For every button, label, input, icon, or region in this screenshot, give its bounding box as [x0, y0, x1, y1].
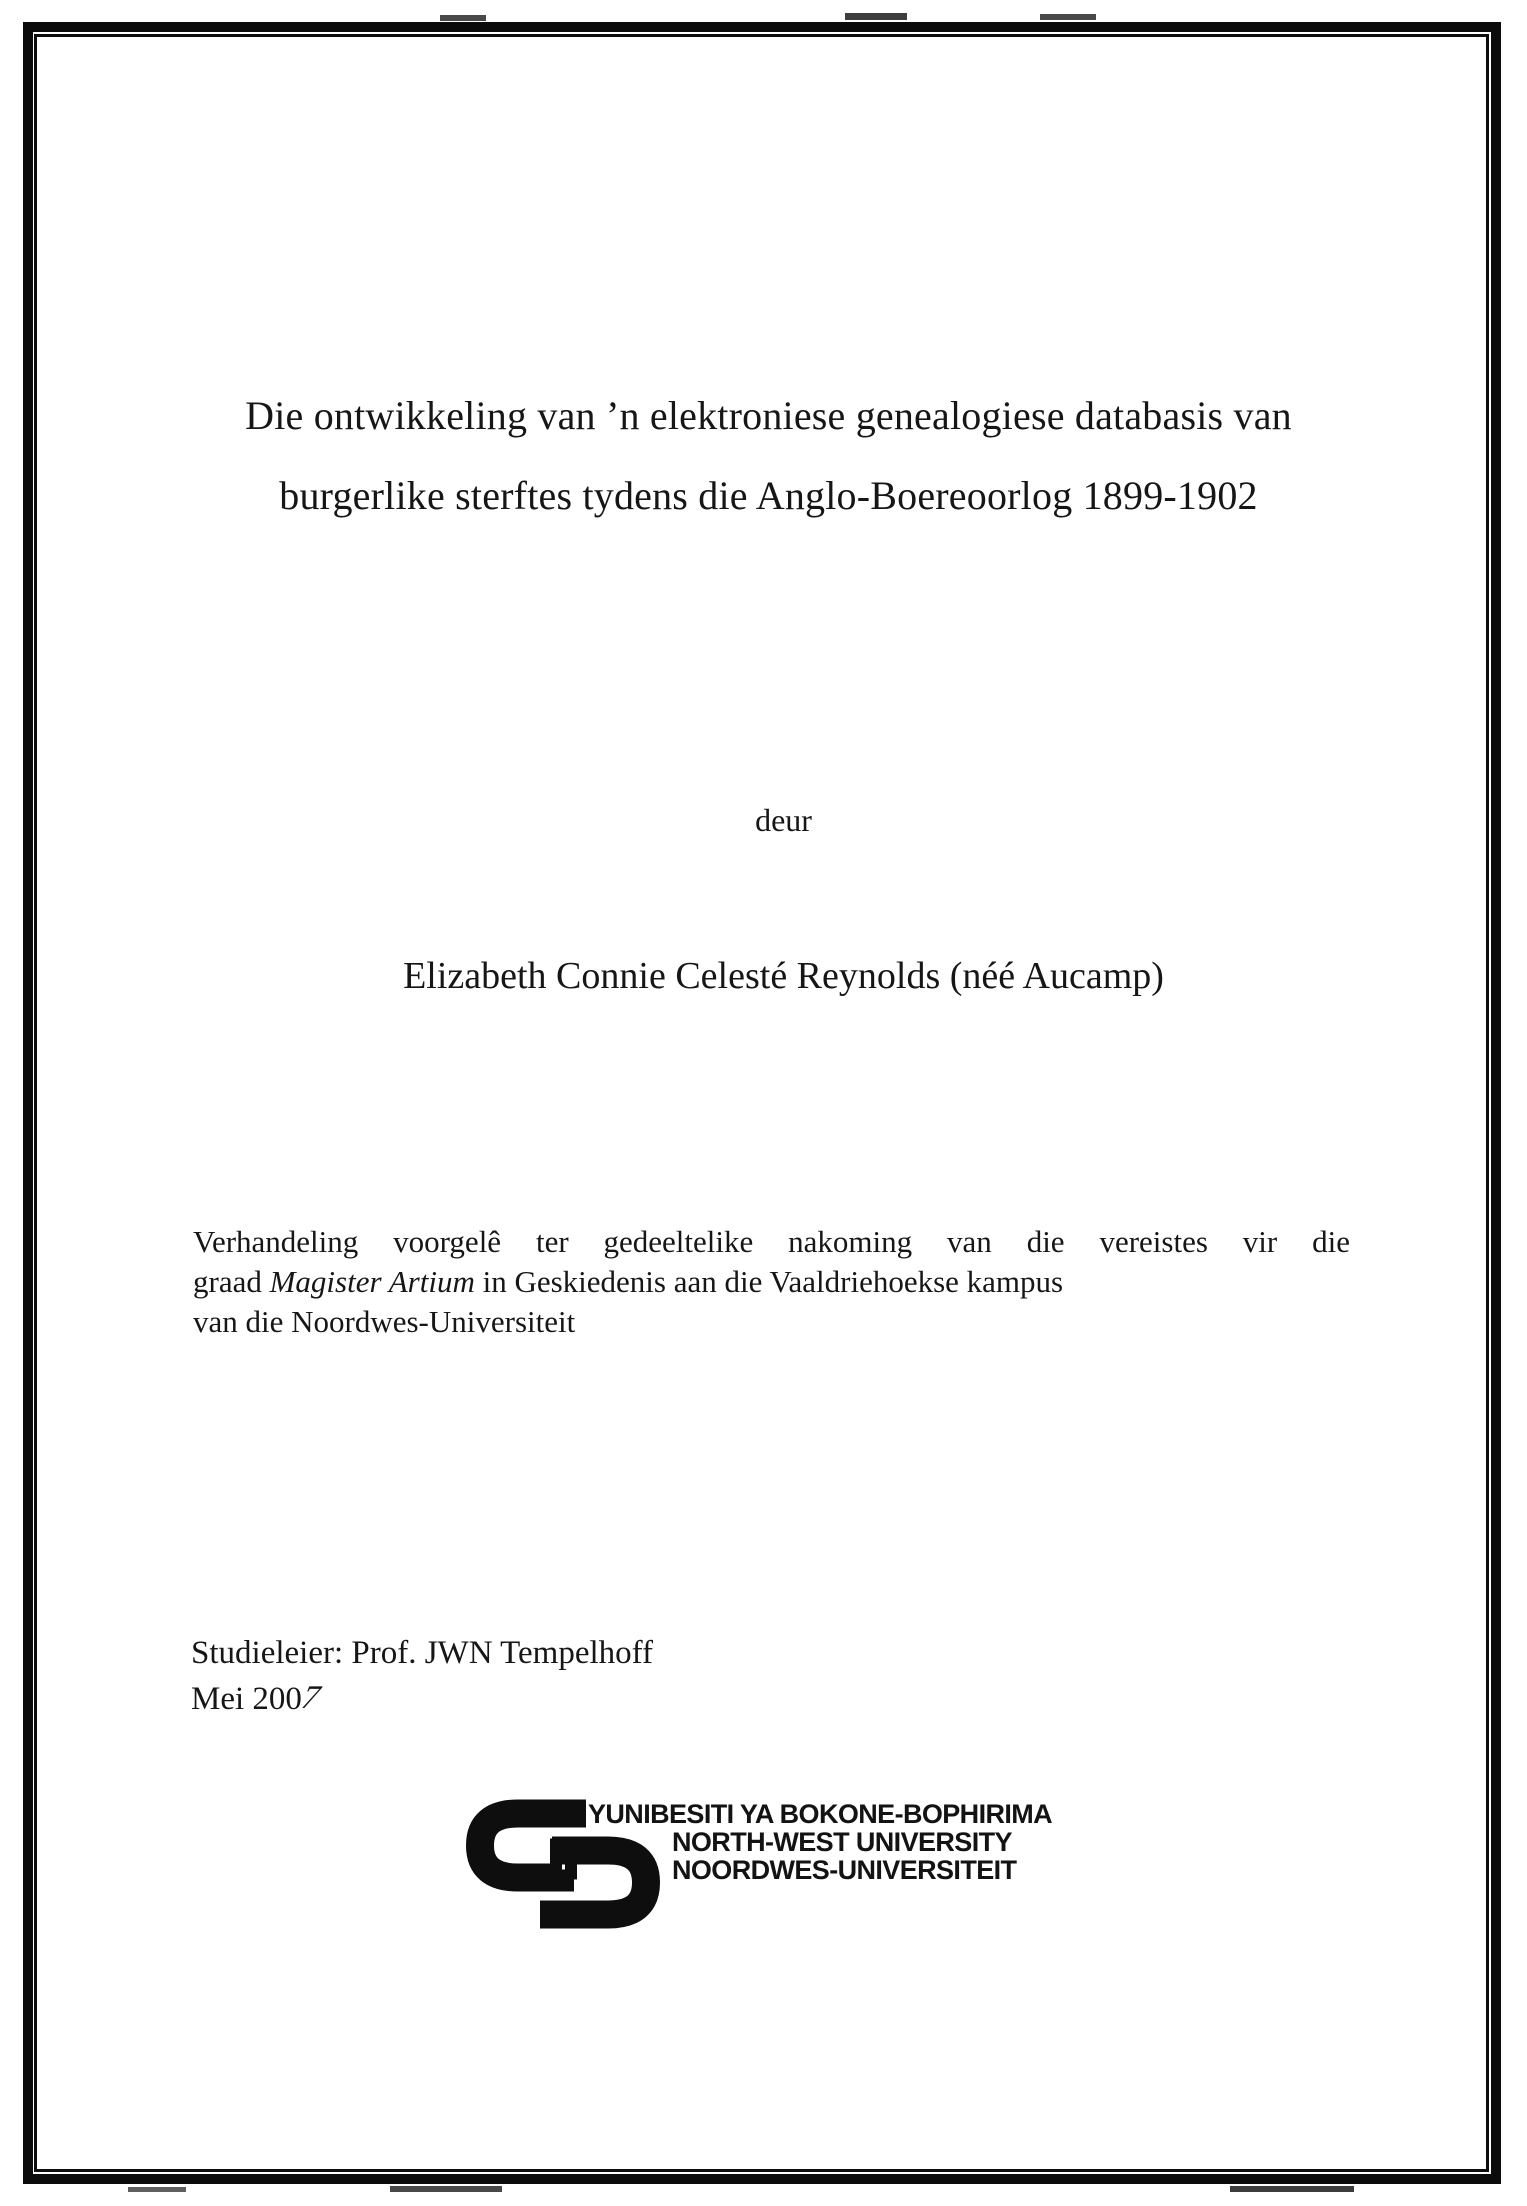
- date-line: [191, 1676, 653, 1722]
- submission-line1: Verhandeling voorgelê ter gedeeltelike nakoming van die vereistes vir die: [193, 1224, 1350, 1259]
- thesis-title: [100, 376, 1437, 536]
- supervisor-line: Studieleier: Prof. JWN Tempelhoff: [191, 1635, 654, 1671]
- scan-artifact: [440, 15, 486, 21]
- scan-artifact: [1230, 2186, 1354, 2192]
- university-name-line1: YUNIBESITI YA BOKONE-BOPHIRIMA: [588, 1799, 1053, 1829]
- university-name-line2: NORTH-WEST UNIVERSITY: [672, 1827, 1012, 1857]
- scan-artifact: [128, 2187, 186, 2192]
- thesis-title-line1: Die ontwikkeling van ’n elektroniese genealogiese databasis van: [245, 393, 1292, 438]
- submission-statement: [193, 1222, 1350, 1342]
- date-prefix: Mei 200: [191, 1681, 302, 1717]
- submission-line2: [193, 1262, 1350, 1302]
- scan-artifact: [1040, 14, 1096, 20]
- thesis-title-line2: burgerlike sterftes tydens die Anglo-Boereoorlog 1899-1902: [279, 473, 1258, 518]
- byline: deur: [755, 802, 812, 838]
- submission-line3: van die Noordwes-Universiteit: [193, 1304, 576, 1339]
- degree-name: Magister Artium: [269, 1264, 475, 1299]
- author-name: Elizabeth Connie Celesté Reynolds (néé Aucamp): [403, 955, 1164, 997]
- submission-line2-suffix: in Geskiedenis aan die Vaaldriehoekse kampus: [474, 1264, 1064, 1299]
- scan-artifact: [390, 2186, 502, 2192]
- university-name-line3: NOORDWES-UNIVERSITEIT: [672, 1855, 1017, 1885]
- date-last-digit: 7: [295, 1680, 327, 1716]
- university-name: [588, 1800, 1052, 1884]
- supervisor-block: [191, 1630, 653, 1722]
- scan-artifact: [845, 13, 907, 20]
- submission-line2-prefix: graad: [193, 1264, 270, 1299]
